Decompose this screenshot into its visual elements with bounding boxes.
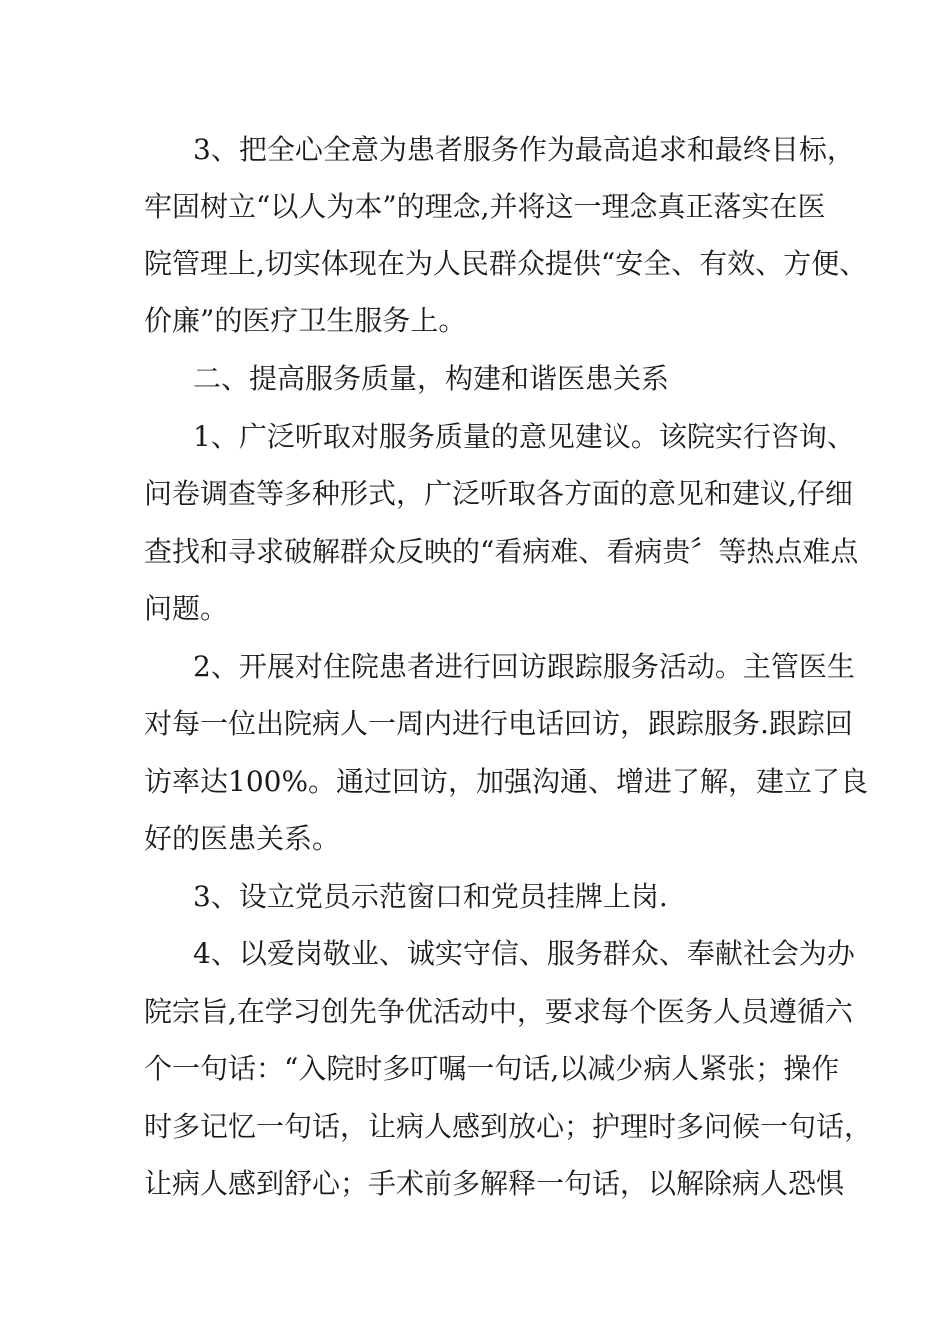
item-1-line-1: 1、广泛听取对服务质量的意见建议。该院实行咨询、	[193, 420, 855, 453]
item-2-line-1: 2、开展对住院患者进行回访跟踪服务活动。主管医生	[193, 650, 855, 683]
item-4-line-4: 时多记忆一句话，让病人感到放心；护理时多问候一句话，	[144, 1110, 873, 1143]
item-2-line-3: 访率达100%。通过回访，加强沟通、增进了解，建立了良	[144, 765, 869, 798]
item-2-line-2: 对每一位出院病人一周内进行电话回访，跟踪服务.跟踪回	[144, 707, 853, 740]
paragraph-3-line-3: 院管理上,切实体现在为人民群众提供“安全、有效、方便、	[144, 247, 868, 280]
item-1-line-4: 问题。	[144, 592, 229, 625]
item-4-line-2: 院宗旨,在学习创先争优活动中，要求每个医务人员遵循六	[144, 995, 853, 1028]
item-1-line-3: 查找和寻求破解群众反映的“看病难、看病贵〞等热点难点	[144, 535, 859, 568]
paragraph-3-line-4: 价廉”的医疗卫生服务上。	[144, 304, 467, 337]
paragraph-3-line-1: 3、把全心全意为患者服务作为最高追求和最终目标，	[193, 133, 855, 166]
item-4-line-3: 个一句话：“入院时多叮嘱一句话,以减少病人紧张；操作	[144, 1052, 840, 1085]
item-4-line-5: 让病人感到舒心；手术前多解释一句话，以解除病人恐惧	[144, 1167, 845, 1200]
item-2-line-4: 好的医患关系。	[144, 822, 341, 855]
item-4-line-1: 4、以爱岗敬业、诚实守信、服务群众、奉献社会为办	[193, 937, 855, 970]
item-1-line-2: 问卷调查等多种形式，广泛听取各方面的意见和建议,仔细	[144, 477, 853, 510]
paragraph-3-line-2: 牢固树立“以人为本”的理念,并将这一理念真正落实在医	[144, 190, 826, 223]
section-heading-2: 二、提高服务质量，构建和谐医患关系	[193, 362, 670, 395]
item-3-line-1: 3、设立党员示范窗口和党员挂牌上岗.	[193, 880, 668, 913]
